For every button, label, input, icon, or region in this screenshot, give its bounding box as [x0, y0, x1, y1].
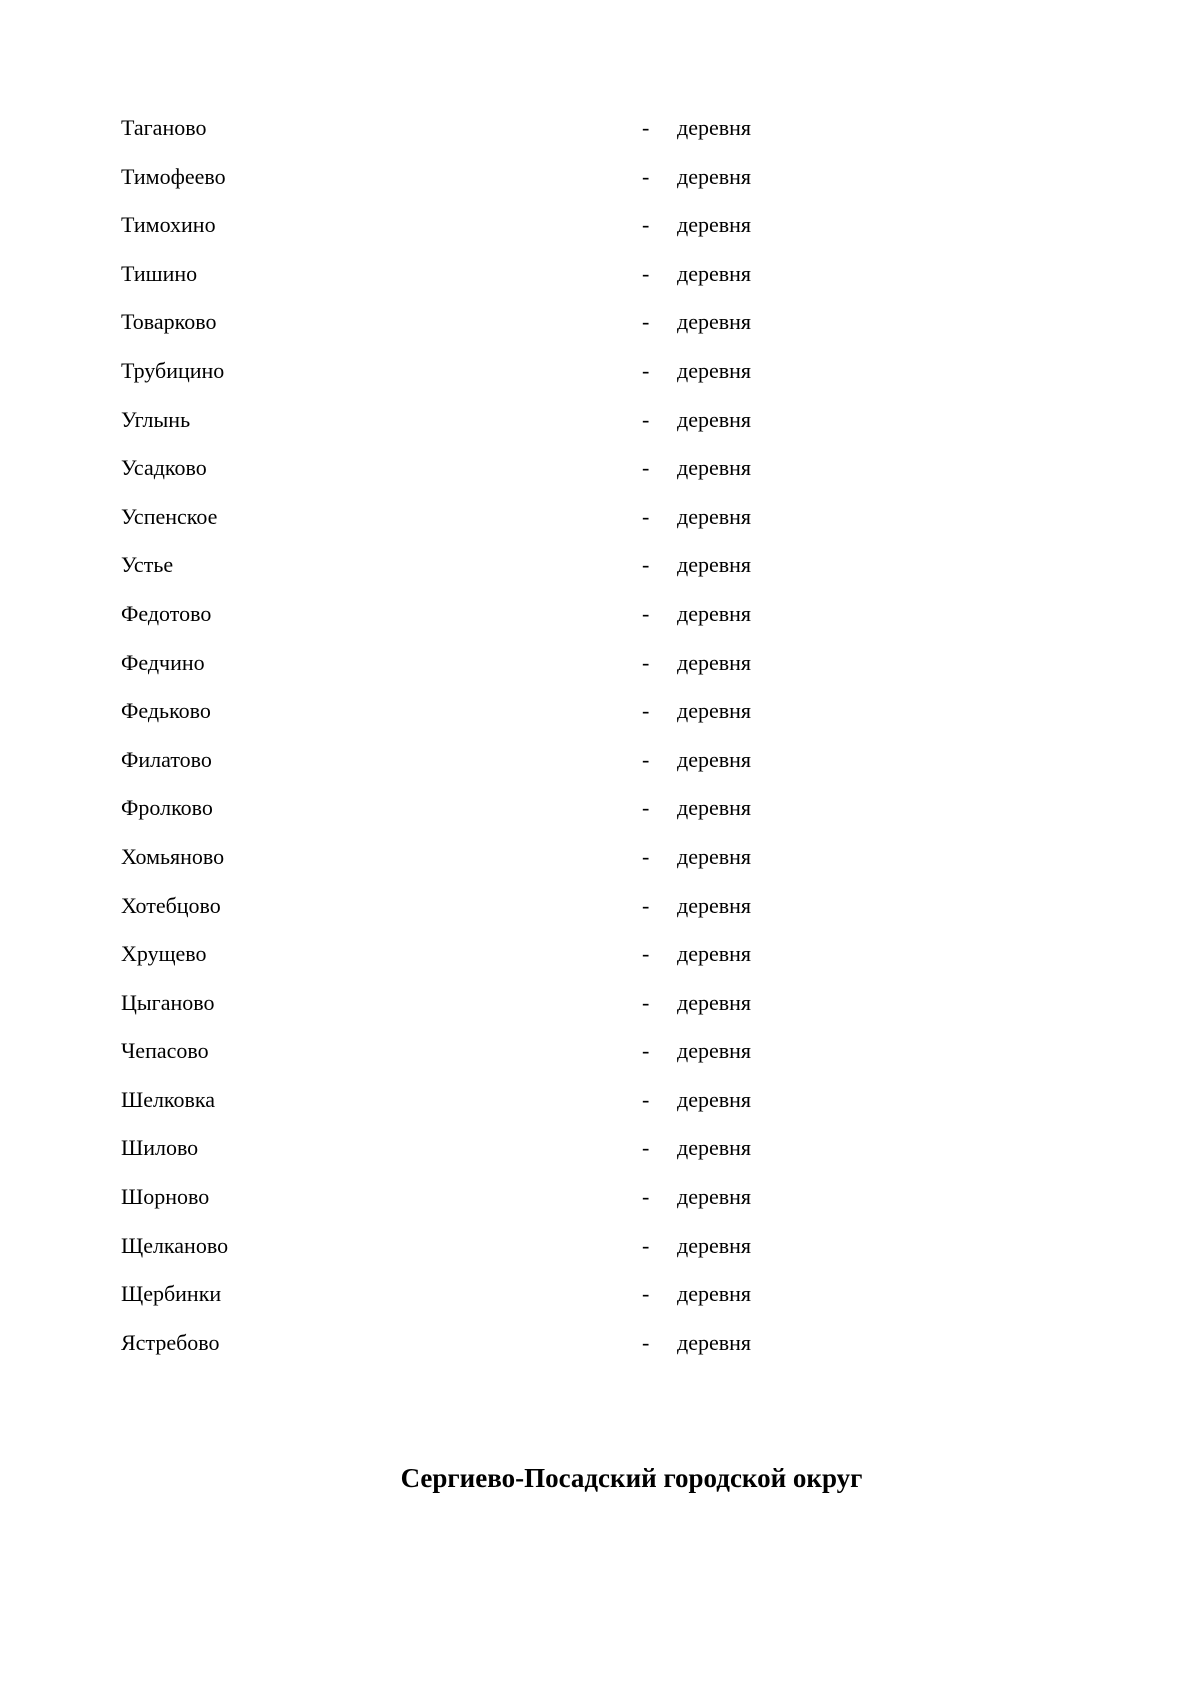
settlement-name: Трубицино [121, 357, 225, 383]
list-item [121, 886, 1021, 935]
list-item [121, 254, 1021, 303]
settlement-name: Успенское [121, 503, 218, 529]
list-item [121, 1080, 1021, 1129]
dash-separator: - [642, 600, 650, 626]
list-item [121, 788, 1021, 837]
settlement-name: Хрущево [121, 941, 207, 967]
settlement-name: Тишино [121, 260, 198, 286]
list-item [121, 740, 1021, 789]
dash-separator: - [642, 1329, 650, 1355]
settlement-type: деревня [677, 357, 752, 383]
settlement-name: Шилово [121, 1135, 199, 1161]
settlement-name: Федотово [121, 600, 212, 626]
settlement-name: Федьково [121, 698, 211, 724]
list-item [121, 1323, 1021, 1372]
settlement-type: деревня [677, 600, 752, 626]
settlement-name: Усадково [121, 455, 207, 481]
dash-separator: - [642, 698, 650, 724]
list-item [121, 1226, 1021, 1275]
settlement-name: Шелковка [121, 1086, 216, 1112]
dash-separator: - [642, 115, 650, 140]
settlement-name: Углынь [121, 406, 191, 432]
settlement-type: деревня [677, 843, 752, 869]
list-item [121, 108, 1021, 157]
dash-separator: - [642, 455, 650, 481]
dash-separator: - [642, 1135, 650, 1161]
settlement-name: Цыганово [121, 989, 215, 1015]
list-item [121, 157, 1021, 206]
list-item [121, 351, 1021, 400]
settlement-type: деревня [677, 1184, 752, 1210]
settlement-name: Чепасово [121, 1038, 209, 1064]
list-item [121, 934, 1021, 983]
settlement-type: деревня [677, 1135, 752, 1161]
settlement-type: деревня [677, 892, 752, 918]
settlement-type: деревня [677, 212, 752, 238]
settlement-name: Филатово [121, 746, 212, 772]
list-item [121, 400, 1021, 449]
settlement-name: Устье [121, 552, 174, 578]
settlement-name: Федчино [121, 649, 205, 675]
settlement-name: Щелканово [121, 1232, 229, 1258]
settlement-type: деревня [677, 941, 752, 967]
settlement-name: Тимофеево [121, 163, 226, 189]
list-item [121, 1031, 1021, 1080]
settlement-type: деревня [677, 260, 752, 286]
settlement-type: деревня [677, 115, 752, 140]
dash-separator: - [642, 989, 650, 1015]
settlement-type: деревня [677, 649, 752, 675]
settlement-type: деревня [677, 1038, 752, 1064]
settlement-type: деревня [677, 989, 752, 1015]
list-item [121, 691, 1021, 740]
settlement-name: Щербинки [121, 1281, 222, 1307]
dash-separator: - [642, 649, 650, 675]
settlement-name: Таганово [121, 115, 207, 140]
settlement-name: Тимохино [121, 212, 216, 238]
dash-separator: - [642, 212, 650, 238]
settlement-type: деревня [677, 1086, 752, 1112]
dash-separator: - [642, 552, 650, 578]
settlement-type: деревня [677, 455, 752, 481]
list-item [121, 643, 1021, 692]
dash-separator: - [642, 1086, 650, 1112]
dash-separator: - [642, 746, 650, 772]
settlement-name: Хомьяново [121, 843, 225, 869]
list-item [121, 983, 1021, 1032]
settlement-type: деревня [677, 309, 752, 335]
settlement-type: деревня [677, 406, 752, 432]
dash-separator: - [642, 892, 650, 918]
settlement-name: Шорново [121, 1184, 210, 1210]
list-item [121, 497, 1021, 546]
dash-separator: - [642, 406, 650, 432]
settlement-type: деревня [677, 1329, 752, 1355]
dash-separator: - [642, 941, 650, 967]
dash-separator: - [642, 163, 650, 189]
list-item [121, 1177, 1021, 1226]
settlement-name: Ястребово [121, 1329, 220, 1355]
settlement-type: деревня [677, 503, 752, 529]
dash-separator: - [642, 1038, 650, 1064]
settlement-type: деревня [677, 552, 752, 578]
settlement-name: Товарково [121, 309, 217, 335]
list-item [121, 837, 1021, 886]
list-item [121, 594, 1021, 643]
dash-separator: - [642, 843, 650, 869]
dash-separator: - [642, 1184, 650, 1210]
settlement-type: деревня [677, 1281, 752, 1307]
settlement-name: Фролково [121, 795, 213, 821]
settlement-type: деревня [677, 795, 752, 821]
settlement-type: деревня [677, 698, 752, 724]
list-item [121, 545, 1021, 594]
dash-separator: - [642, 795, 650, 821]
list-item [121, 302, 1021, 351]
section-heading: Сергиево-Посадский городской округ [400, 1463, 863, 1493]
list-item [121, 205, 1021, 254]
dash-separator: - [642, 1281, 650, 1307]
settlement-list [121, 108, 1021, 1371]
list-item [121, 1274, 1021, 1323]
settlement-type: деревня [677, 163, 752, 189]
settlement-name: Хотебцово [121, 892, 221, 918]
list-item [121, 448, 1021, 497]
dash-separator: - [642, 357, 650, 383]
dash-separator: - [642, 260, 650, 286]
dash-separator: - [642, 503, 650, 529]
settlement-type: деревня [677, 1232, 752, 1258]
dash-separator: - [642, 309, 650, 335]
list-item [121, 1128, 1021, 1177]
settlement-type: деревня [677, 746, 752, 772]
dash-separator: - [642, 1232, 650, 1258]
